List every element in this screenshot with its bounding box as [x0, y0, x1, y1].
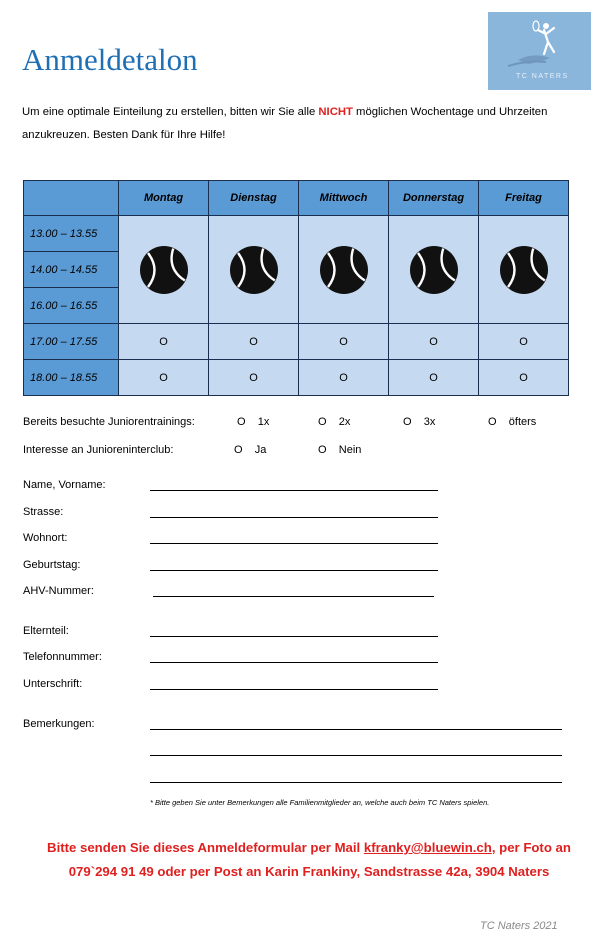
intro-part2: möglichen Wochentage und Uhrzeiten anzukreuzen. Besten Dank für Ihre Hilfe!: [22, 106, 548, 141]
parent-label: Elternteil:: [23, 625, 69, 637]
option-label: 3x: [423, 416, 436, 428]
footnote: * Bitte geben Sie unter Bemerkungen alle Familienmitglieder an, welche auch beim TC Naters spielen.: [150, 798, 490, 807]
blocked-cell: [209, 216, 299, 324]
tennis-ball-icon: [409, 245, 459, 295]
intro-highlight: NICHT: [318, 106, 353, 118]
blocked-cell: [119, 216, 209, 324]
send-part1: Bitte senden Sie dieses Anmeldeformular per Mail: [47, 840, 364, 855]
checkbox-montag-17[interactable]: O: [119, 324, 209, 360]
logo-text: TC NATERS: [516, 73, 569, 80]
checkbox-dienstag-18[interactable]: O: [209, 360, 299, 396]
corner-cell: [24, 181, 119, 216]
option-oefters[interactable]: [488, 416, 536, 428]
blocked-cell: [479, 216, 569, 324]
radio-mark[interactable]: O: [237, 416, 246, 428]
parent-field[interactable]: [150, 636, 438, 637]
phone-field[interactable]: [150, 662, 438, 663]
option-label: 1x: [257, 416, 270, 428]
footer-text: TC Naters 2021: [480, 920, 558, 932]
option-label: Ja: [254, 444, 267, 456]
radio-mark[interactable]: O: [318, 416, 327, 428]
ahv-label: AHV-Nummer:: [23, 585, 94, 597]
remarks-label: Bemerkungen:: [23, 718, 95, 730]
tennis-ball-icon: [139, 245, 189, 295]
tennis-ball-icon: [499, 245, 549, 295]
option-nein[interactable]: [318, 444, 361, 456]
remarks-field-1[interactable]: [150, 729, 562, 730]
option-label: öfters: [508, 416, 537, 428]
checkbox-mittwoch-18[interactable]: O: [299, 360, 389, 396]
send-instructions: [24, 836, 594, 884]
club-logo: [488, 12, 591, 90]
time-slot-2: 14.00 – 14.55: [24, 252, 119, 288]
signature-label: Unterschrift:: [23, 678, 83, 690]
schedule-table: [23, 180, 569, 396]
checkbox-donnerstag-17[interactable]: O: [389, 324, 479, 360]
option-2x[interactable]: [318, 416, 350, 428]
blocked-cell: [389, 216, 479, 324]
street-field[interactable]: [150, 517, 438, 518]
name-field[interactable]: [150, 490, 438, 491]
city-label: Wohnort:: [23, 532, 68, 544]
checkbox-freitag-17[interactable]: O: [479, 324, 569, 360]
tennis-ball-icon: [319, 245, 369, 295]
radio-mark[interactable]: O: [403, 416, 412, 428]
option-ja[interactable]: [234, 444, 266, 456]
checkbox-montag-18[interactable]: O: [119, 360, 209, 396]
day-header-montag: Montag: [119, 181, 209, 216]
ahv-field[interactable]: [153, 596, 434, 597]
checkbox-mittwoch-17[interactable]: O: [299, 324, 389, 360]
option-1x[interactable]: [237, 416, 269, 428]
intro-part1: Um eine optimale Einteilung zu erstellen, bitten wir Sie alle: [22, 106, 319, 118]
day-header-freitag: Freitag: [479, 181, 569, 216]
remarks-field-3[interactable]: [150, 782, 562, 783]
time-slot-5: 18.00 – 18.55: [24, 360, 119, 396]
radio-mark[interactable]: O: [234, 444, 243, 456]
street-label: Strasse:: [23, 506, 64, 518]
radio-mark[interactable]: O: [318, 444, 327, 456]
option-3x[interactable]: [403, 416, 435, 428]
option-label: 2x: [338, 416, 351, 428]
checkbox-dienstag-17[interactable]: O: [209, 324, 299, 360]
blocked-cell: [299, 216, 389, 324]
trainings-label: Bereits besuchte Juniorentrainings:: [23, 416, 195, 428]
send-part2: , per Foto an 079`294 91 49 oder per Post an Karin Frankiny, Sandstrasse 42a, 3904 Naters: [68, 840, 571, 879]
day-header-dienstag: Dienstag: [209, 181, 299, 216]
city-field[interactable]: [150, 543, 438, 544]
day-header-mittwoch: Mittwoch: [299, 181, 389, 216]
remarks-field-2[interactable]: [150, 755, 562, 756]
birthday-label: Geburtstag:: [23, 559, 81, 571]
birthday-field[interactable]: [150, 570, 438, 571]
time-slot-1: 13.00 – 13.55: [24, 216, 119, 252]
day-header-donnerstag: Donnerstag: [389, 181, 479, 216]
phone-label: Telefonnummer:: [23, 651, 102, 663]
checkbox-donnerstag-18[interactable]: O: [389, 360, 479, 396]
time-slot-3: 16.00 – 16.55: [24, 288, 119, 324]
time-slot-4: 17.00 – 17.55: [24, 324, 119, 360]
name-label: Name, Vorname:: [23, 479, 106, 491]
checkbox-freitag-18[interactable]: O: [479, 360, 569, 396]
page-title: Anmeldetalon: [22, 42, 198, 77]
email-link[interactable]: kfranky@bluewin.ch: [363, 840, 492, 855]
club-label: Interesse an Junioreninterclub:: [23, 444, 174, 456]
radio-mark[interactable]: O: [488, 416, 497, 428]
intro-text: [22, 101, 602, 147]
option-label: Nein: [338, 444, 362, 456]
signature-field[interactable]: [150, 689, 438, 690]
tennis-ball-icon: [229, 245, 279, 295]
